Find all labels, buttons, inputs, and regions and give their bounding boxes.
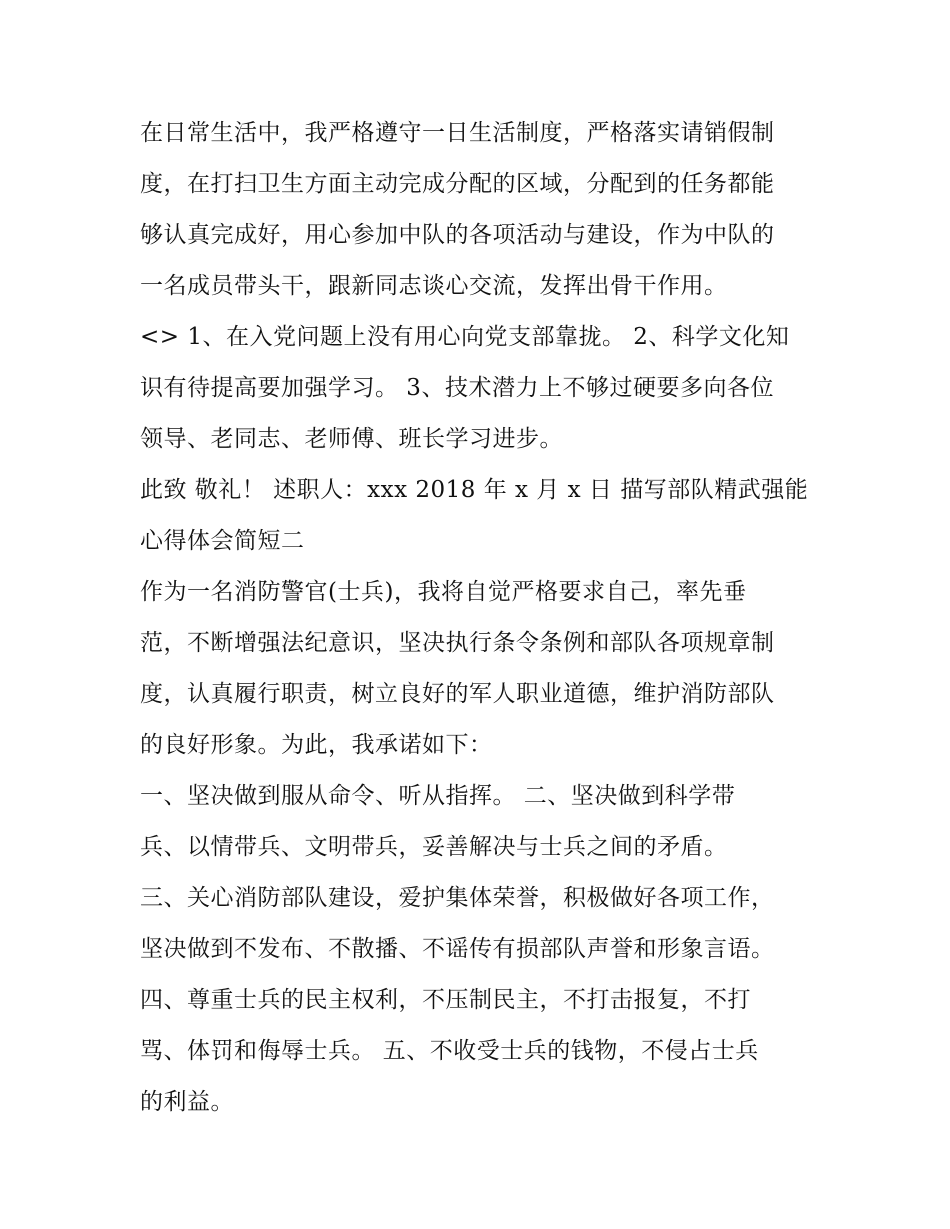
text-line: 骂、体罚和侮辱士兵。 五、不收受士兵的钱物，不侵占士兵: [140, 1038, 759, 1064]
section-title: 心得体会简短二: [140, 528, 305, 554]
text-line: 够认真完成好，用心参加中队的各项活动与建设，作为中队的: [140, 222, 775, 248]
text-line: 识有待提高要加强学习。 3、技术潜力上不够过硬要多向各位: [140, 375, 774, 401]
text-line: 作为一名消防警官(士兵)，我将自觉严格要求自己，率先垂: [140, 579, 747, 605]
text-line: 度，认真履行职责，树立良好的军人职业道德，维护消防部队: [140, 681, 775, 707]
text-line: <> 1、在入党问题上没有用心向党支部靠拢。 2、科学文化知: [140, 324, 790, 350]
document-body: [140, 108, 820, 1128]
text-line: 此致 敬礼！ 述职人：xxx 2018 年 x 月 x 日 描写部队精武强能: [140, 477, 809, 503]
text-line: 坚决做到不发布、不散播、不谣传有损部队声誉和形象言语。: [140, 936, 775, 962]
text-line: 领导、老同志、老师傅、班长学习进步。: [140, 426, 563, 452]
text-line: 一名成员带头干，跟新同志谈心交流，发挥出骨干作用。: [140, 273, 728, 299]
text-line: 在日常生活中，我严格遵守一日生活制度，严格落实请销假制: [140, 120, 775, 146]
text-line: 四、尊重士兵的民主权利，不压制民主，不打击报复，不打: [140, 987, 751, 1013]
text-line: 一、坚决做到服从命令、听从指挥。 二、坚决做到科学带: [140, 783, 736, 809]
text-line: 的良好形象。为此，我承诺如下：: [140, 732, 493, 758]
text-line: 三、关心消防部队建设，爱护集体荣誉，积极做好各项工作，: [140, 885, 775, 911]
text-line: 兵、以情带兵、文明带兵，妥善解决与士兵之间的矛盾。: [140, 834, 728, 860]
text-line: 范，不断增强法纪意识，坚决执行条令条例和部队各项规章制: [140, 630, 775, 656]
text-line: 的利益。: [140, 1089, 234, 1115]
text-line: 度，在打扫卫生方面主动完成分配的区域，分配到的任务都能: [140, 171, 775, 197]
